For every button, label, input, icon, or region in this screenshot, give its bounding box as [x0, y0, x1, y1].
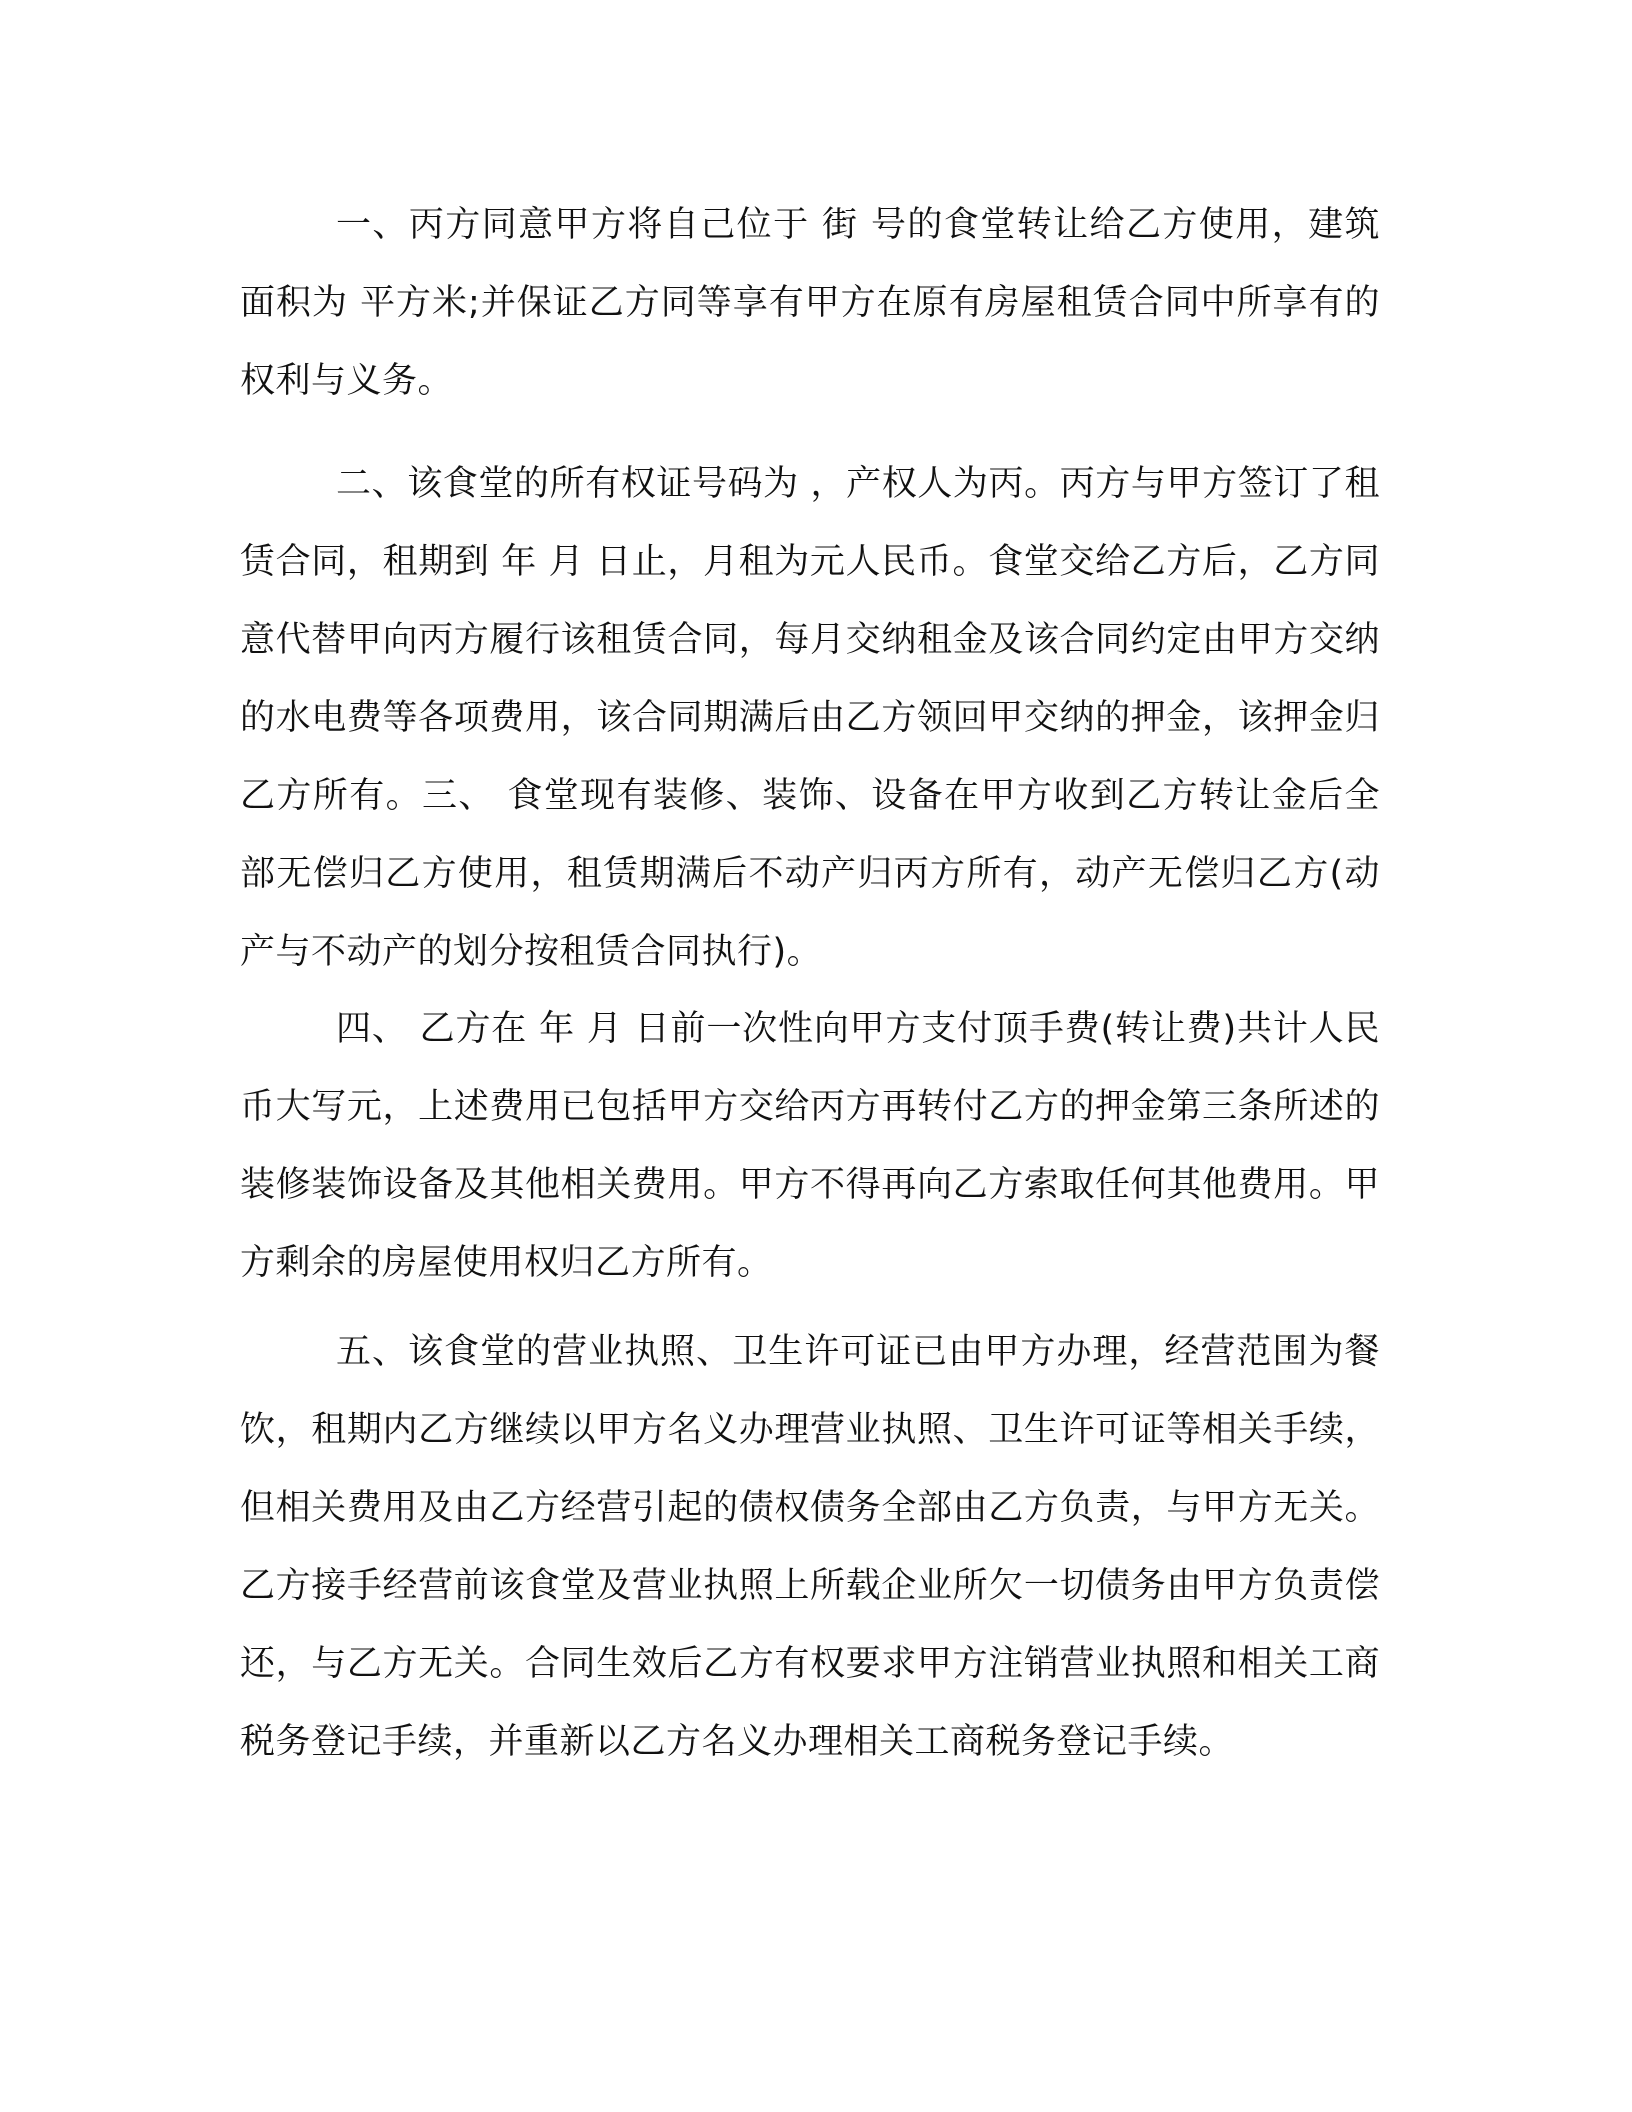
clause-paragraph-5: 五、该食堂的营业执照、卫生许可证已由甲方办理，经营范围为餐饮，租期内乙方继续以甲方名义办理营业执照、卫生许可证等相关手续，但相关费用及由乙方经营引起的债权债务全部由乙方负责，与甲方无关。乙方接手经营前该食堂及营业执照上所载企业所欠一切债务由甲方负责偿还，与乙方无关。合同生效后乙方有权要求甲方注销营业执照和相关工商税务登记手续，并重新以乙方名义办理相关工商税务登记手续。	[240, 1332, 1380, 1762]
clause-paragraph-4: 四、 乙方在 年 月 日前一次性向甲方支付顶手费(转让费)共计人民币大写元，上述费用已包括甲方交给丙方再转付乙方的押金第三条所述的装修装饰设备及其他相关费用。甲方不得再向乙方索取任何其他费用。甲方剩余的房屋使用权归乙方所有。	[240, 1009, 1380, 1283]
clause-paragraph-1: 一、丙方同意甲方将自己位于 街 号的食堂转让给乙方使用，建筑面积为 平方米;并保证乙方同等享有甲方在原有房屋租赁合同中所享有的权利与义务。	[240, 205, 1380, 401]
clause-paragraph-2: 二、该食堂的所有权证号码为 ，产权人为丙。丙方与甲方签订了租赁合同，租期到 年 月 日止，月租为元人民币。食堂交给乙方后，乙方同意代替甲向丙方履行该租赁合同，每月交纳租金及该合同约定由甲方交纳的水电费等各项费用，该合同期满后由乙方领回甲交纳的押金，该押金归乙方所有。三、 食堂现有装修、装饰、设备在甲方收到乙方转让金后全部无偿归乙方使用，租赁期满后不动产归丙方所有，动产无偿归乙方(动产与不动产的划分按租赁合同执行)。	[240, 464, 1380, 972]
